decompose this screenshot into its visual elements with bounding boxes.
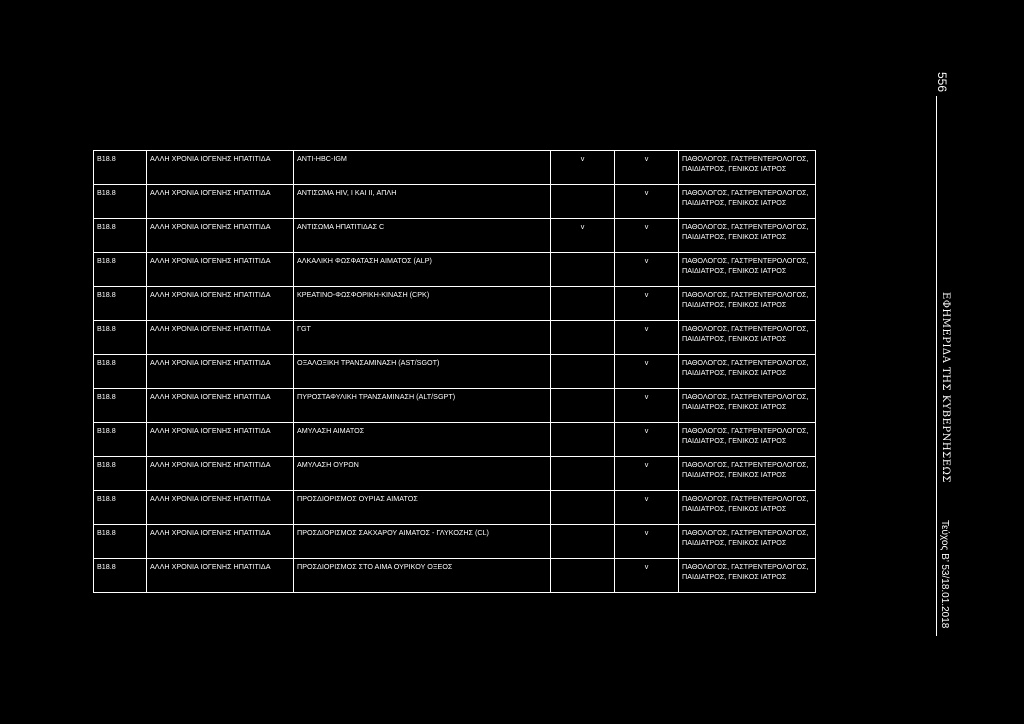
specialty-cell (679, 253, 816, 287)
specialty-cell (679, 457, 816, 491)
icd-code-cell: B18.8 (94, 491, 147, 525)
mark-cell-2: v (615, 491, 679, 525)
mark-cell-1 (551, 389, 615, 423)
specialty-line-2: ΠΑΙΔΙΑΤΡΟΣ, ΓΕΝΙΚΟΣ ΙΑΤΡΟΣ (682, 504, 787, 513)
specialty-line-2: ΠΑΙΔΙΑΤΡΟΣ, ΓΕΝΙΚΟΣ ΙΑΤΡΟΣ (682, 334, 787, 343)
specialty-line-2: ΠΑΙΔΙΑΤΡΟΣ, ΓΕΝΙΚΟΣ ΙΑΤΡΟΣ (682, 300, 787, 309)
icd-code-cell: B18.8 (94, 151, 147, 185)
mark-cell-1 (551, 185, 615, 219)
specialty-line-1: ΠΑΘΟΛΟΓΟΣ, ΓΑΣΤΡΕΝΤΕΡΟΛΟΓΟΣ, (682, 222, 809, 231)
table-row (94, 253, 816, 287)
icd-code-cell: B18.8 (94, 253, 147, 287)
mark-cell-1 (551, 457, 615, 491)
disease-cell: ΑΛΛΗ ΧΡΟΝΙΑ ΙΟΓΕΝΗΣ ΗΠΑΤΙΤΙΔΑ (147, 559, 294, 593)
specialty-line-1: ΠΑΘΟΛΟΓΟΣ, ΓΑΣΤΡΕΝΤΕΡΟΛΟΓΟΣ, (682, 460, 809, 469)
specialty-line-2: ΠΑΙΔΙΑΤΡΟΣ, ΓΕΝΙΚΟΣ ΙΑΤΡΟΣ (682, 266, 787, 275)
disease-cell: ΑΛΛΗ ΧΡΟΝΙΑ ΙΟΓΕΝΗΣ ΗΠΑΤΙΤΙΔΑ (147, 457, 294, 491)
issue-number: Τεύχος Β’ 53/18.01.2018 (939, 520, 950, 629)
mark-cell-2: v (615, 525, 679, 559)
specialty-line-1: ΠΑΘΟΛΟΓΟΣ, ΓΑΣΤΡΕΝΤΕΡΟΛΟΓΟΣ, (682, 494, 809, 503)
mark-cell-1 (551, 253, 615, 287)
table-row (94, 151, 816, 185)
mark-cell-2: v (615, 423, 679, 457)
margin-rule (936, 96, 937, 636)
mark-cell-2: v (615, 457, 679, 491)
table-row (94, 185, 816, 219)
exam-cell: ΠΥΡΟΣΤΑΦΥΛΙΚΗ ΤΡΑΝΣΑΜΙΝΑΣΗ (ALT/SGPT) (294, 389, 551, 423)
mark-cell-1: v (551, 219, 615, 253)
table-row (94, 491, 816, 525)
mark-cell-2: v (615, 185, 679, 219)
exam-cell: ΑΛΚΑΛΙΚΗ ΦΩΣΦΑΤΑΣΗ ΑΙΜΑΤΟΣ (ALP) (294, 253, 551, 287)
newspaper-title: ΕΦΗΜΕΡΙΔΑ ΤΗΣ ΚΥΒΕΡΝΗΣΕΩΣ (940, 292, 951, 483)
exam-cell: ΚΡΕΑΤΙΝΟ-ΦΩΣΦΟΡΙΚΗ-ΚΙΝΑΣΗ (CPK) (294, 287, 551, 321)
disease-cell: ΑΛΛΗ ΧΡΟΝΙΑ ΙΟΓΕΝΗΣ ΗΠΑΤΙΤΙΔΑ (147, 287, 294, 321)
exam-cell: ΠΡΟΣΔΙΟΡΙΣΜΟΣ ΟΥΡΙΑΣ ΑΙΜΑΤΟΣ (294, 491, 551, 525)
disease-cell: ΑΛΛΗ ΧΡΟΝΙΑ ΙΟΓΕΝΗΣ ΗΠΑΤΙΤΙΔΑ (147, 185, 294, 219)
icd-code-cell: B18.8 (94, 423, 147, 457)
icd-code-cell: B18.8 (94, 559, 147, 593)
icd-code-cell: B18.8 (94, 355, 147, 389)
page-number: 556 (935, 72, 949, 93)
table-row (94, 219, 816, 253)
specialty-line-1: ΠΑΘΟΛΟΓΟΣ, ΓΑΣΤΡΕΝΤΕΡΟΛΟΓΟΣ, (682, 324, 809, 333)
table-row (94, 423, 816, 457)
mark-cell-2: v (615, 219, 679, 253)
specialty-cell (679, 321, 816, 355)
specialty-cell (679, 151, 816, 185)
exam-cell: ΟΞΑΛΟΞΙΚΗ ΤΡΑΝΣΑΜΙΝΑΣΗ (AST/SGOT) (294, 355, 551, 389)
icd-code-cell: B18.8 (94, 457, 147, 491)
specialty-line-2: ΠΑΙΔΙΑΤΡΟΣ, ΓΕΝΙΚΟΣ ΙΑΤΡΟΣ (682, 198, 787, 207)
exam-table-body (94, 151, 816, 593)
disease-cell: ΑΛΛΗ ΧΡΟΝΙΑ ΙΟΓΕΝΗΣ ΗΠΑΤΙΤΙΔΑ (147, 321, 294, 355)
specialty-line-1: ΠΑΘΟΛΟΓΟΣ, ΓΑΣΤΡΕΝΤΕΡΟΛΟΓΟΣ, (682, 290, 809, 299)
icd-code-cell: B18.8 (94, 287, 147, 321)
table-row (94, 321, 816, 355)
specialty-cell (679, 219, 816, 253)
table-row (94, 525, 816, 559)
specialty-line-2: ΠΑΙΔΙΑΤΡΟΣ, ΓΕΝΙΚΟΣ ΙΑΤΡΟΣ (682, 538, 787, 547)
mark-cell-2: v (615, 559, 679, 593)
specialty-cell (679, 423, 816, 457)
specialty-cell (679, 491, 816, 525)
icd-code-cell: B18.8 (94, 219, 147, 253)
mark-cell-2: v (615, 355, 679, 389)
mark-cell-2: v (615, 389, 679, 423)
specialty-line-1: ΠΑΘΟΛΟΓΟΣ, ΓΑΣΤΡΕΝΤΕΡΟΛΟΓΟΣ, (682, 426, 809, 435)
mark-cell-2: v (615, 151, 679, 185)
table-row (94, 559, 816, 593)
disease-cell: ΑΛΛΗ ΧΡΟΝΙΑ ΙΟΓΕΝΗΣ ΗΠΑΤΙΤΙΔΑ (147, 491, 294, 525)
specialty-line-1: ΠΑΘΟΛΟΓΟΣ, ΓΑΣΤΡΕΝΤΕΡΟΛΟΓΟΣ, (682, 188, 809, 197)
specialty-line-1: ΠΑΘΟΛΟΓΟΣ, ΓΑΣΤΡΕΝΤΕΡΟΛΟΓΟΣ, (682, 256, 809, 265)
mark-cell-1 (551, 491, 615, 525)
specialty-line-1: ΠΑΘΟΛΟΓΟΣ, ΓΑΣΤΡΕΝΤΕΡΟΛΟΓΟΣ, (682, 358, 809, 367)
specialty-cell (679, 559, 816, 593)
exam-cell: ΑΝΤΙΣΩΜΑ ΗΠΑΤΙΤΙΔΑΣ C (294, 219, 551, 253)
specialty-line-2: ΠΑΙΔΙΑΤΡΟΣ, ΓΕΝΙΚΟΣ ΙΑΤΡΟΣ (682, 470, 787, 479)
disease-cell: ΑΛΛΗ ΧΡΟΝΙΑ ΙΟΓΕΝΗΣ ΗΠΑΤΙΤΙΔΑ (147, 423, 294, 457)
exam-cell: ΑΝΤΙΣΩΜΑ HIV, I ΚΑΙ II, ΑΠΛΗ (294, 185, 551, 219)
icd-code-cell: B18.8 (94, 321, 147, 355)
exam-cell: ΑΜΥΛΑΣΗ ΟΥΡΩΝ (294, 457, 551, 491)
specialty-line-2: ΠΑΙΔΙΑΤΡΟΣ, ΓΕΝΙΚΟΣ ΙΑΤΡΟΣ (682, 164, 787, 173)
disease-cell: ΑΛΛΗ ΧΡΟΝΙΑ ΙΟΓΕΝΗΣ ΗΠΑΤΙΤΙΔΑ (147, 389, 294, 423)
table-row (94, 457, 816, 491)
specialty-line-1: ΠΑΘΟΛΟΓΟΣ, ΓΑΣΤΡΕΝΤΕΡΟΛΟΓΟΣ, (682, 562, 809, 571)
specialty-line-2: ΠΑΙΔΙΑΤΡΟΣ, ΓΕΝΙΚΟΣ ΙΑΤΡΟΣ (682, 232, 787, 241)
specialty-line-1: ΠΑΘΟΛΟΓΟΣ, ΓΑΣΤΡΕΝΤΕΡΟΛΟΓΟΣ, (682, 392, 809, 401)
icd-code-cell: B18.8 (94, 185, 147, 219)
specialty-cell (679, 389, 816, 423)
mark-cell-1 (551, 559, 615, 593)
specialty-cell (679, 525, 816, 559)
exam-cell: ΓGT (294, 321, 551, 355)
mark-cell-2: v (615, 253, 679, 287)
icd-code-cell: B18.8 (94, 389, 147, 423)
mark-cell-1 (551, 423, 615, 457)
table-row (94, 287, 816, 321)
mark-cell-1 (551, 355, 615, 389)
disease-cell: ΑΛΛΗ ΧΡΟΝΙΑ ΙΟΓΕΝΗΣ ΗΠΑΤΙΤΙΔΑ (147, 253, 294, 287)
specialty-line-1: ΠΑΘΟΛΟΓΟΣ, ΓΑΣΤΡΕΝΤΕΡΟΛΟΓΟΣ, (682, 154, 809, 163)
table-row (94, 355, 816, 389)
mark-cell-1: v (551, 151, 615, 185)
specialty-cell (679, 185, 816, 219)
mark-cell-1 (551, 525, 615, 559)
specialty-cell (679, 355, 816, 389)
specialty-cell (679, 287, 816, 321)
mark-cell-2: v (615, 287, 679, 321)
exam-table (93, 150, 816, 593)
exam-cell: ΠΡΟΣΔΙΟΡΙΣΜΟΣ ΣΤΟ ΑΙΜΑ ΟΥΡΙΚΟΥ ΟΞΕΟΣ (294, 559, 551, 593)
disease-cell: ΑΛΛΗ ΧΡΟΝΙΑ ΙΟΓΕΝΗΣ ΗΠΑΤΙΤΙΔΑ (147, 525, 294, 559)
exam-cell: ΠΡΟΣΔΙΟΡΙΣΜΟΣ ΣΑΚΧΑΡΟΥ ΑΙΜΑΤΟΣ - ΓΛΥΚΟΖΗΣ (CL) (294, 525, 551, 559)
disease-cell: ΑΛΛΗ ΧΡΟΝΙΑ ΙΟΓΕΝΗΣ ΗΠΑΤΙΤΙΔΑ (147, 219, 294, 253)
mark-cell-1 (551, 321, 615, 355)
mark-cell-2: v (615, 321, 679, 355)
table-row (94, 389, 816, 423)
mark-cell-1 (551, 287, 615, 321)
disease-cell: ΑΛΛΗ ΧΡΟΝΙΑ ΙΟΓΕΝΗΣ ΗΠΑΤΙΤΙΔΑ (147, 151, 294, 185)
exam-cell: ΑΜΥΛΑΣΗ ΑΙΜΑΤΟΣ (294, 423, 551, 457)
specialty-line-2: ΠΑΙΔΙΑΤΡΟΣ, ΓΕΝΙΚΟΣ ΙΑΤΡΟΣ (682, 402, 787, 411)
disease-cell: ΑΛΛΗ ΧΡΟΝΙΑ ΙΟΓΕΝΗΣ ΗΠΑΤΙΤΙΔΑ (147, 355, 294, 389)
exam-cell: ANTI-HBC-IGM (294, 151, 551, 185)
specialty-line-1: ΠΑΘΟΛΟΓΟΣ, ΓΑΣΤΡΕΝΤΕΡΟΛΟΓΟΣ, (682, 528, 809, 537)
specialty-line-2: ΠΑΙΔΙΑΤΡΟΣ, ΓΕΝΙΚΟΣ ΙΑΤΡΟΣ (682, 572, 787, 581)
specialty-line-2: ΠΑΙΔΙΑΤΡΟΣ, ΓΕΝΙΚΟΣ ΙΑΤΡΟΣ (682, 436, 787, 445)
icd-code-cell: B18.8 (94, 525, 147, 559)
specialty-line-2: ΠΑΙΔΙΑΤΡΟΣ, ΓΕΝΙΚΟΣ ΙΑΤΡΟΣ (682, 368, 787, 377)
